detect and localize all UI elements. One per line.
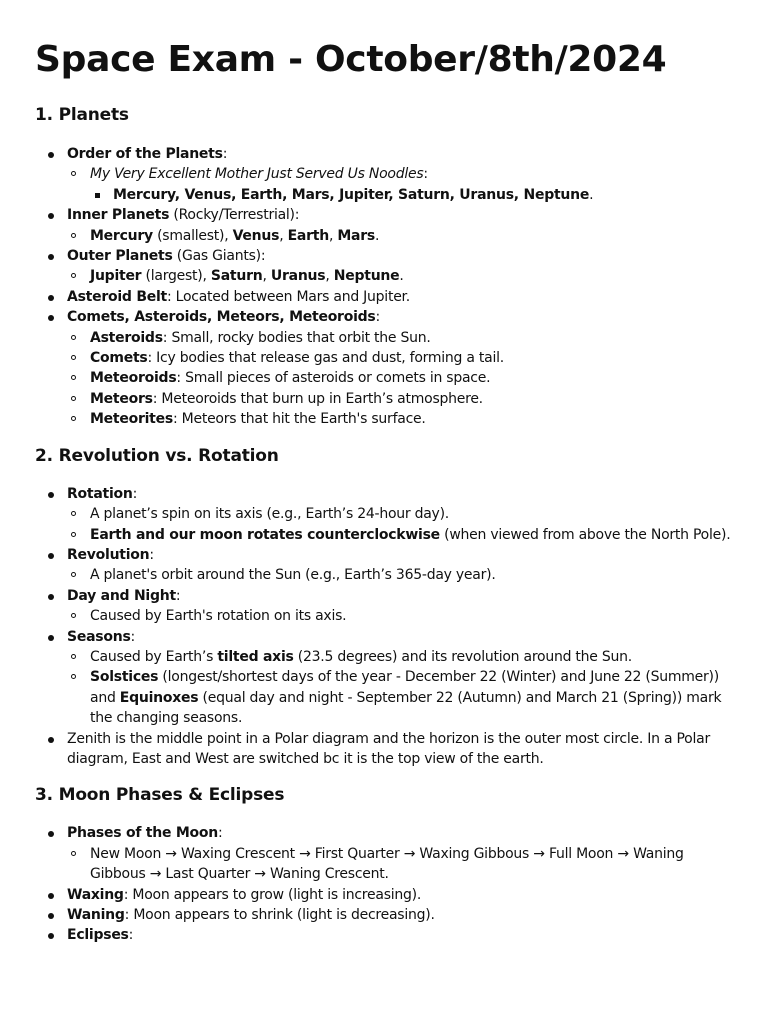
list-item-outer-planet-names: Jupiter (largest), Saturn, Uranus, Neptune. bbox=[67, 266, 740, 286]
list-item-seasons: Seasons: Caused by Earth’s tilted axis (23.5 degrees) and its revolution around the Sun. Solstices (longest/shortest days of the year - December 22 (Winter) and June 22 (Summer)) and Equinoxes (equal day and night - September 22 (Autumn) and March 21 (Spring)) mark the changing seasons. bbox=[35, 627, 740, 729]
list-item-meteorites: Meteorites: Meteors that hit the Earth's surface. bbox=[67, 409, 740, 429]
list-item-planet-order: Mercury, Venus, Earth, Mars, Jupiter, Saturn, Uranus, Neptune. bbox=[90, 185, 740, 205]
list-item-small-bodies: Comets, Asteroids, Meteors, Meteoroids: Asteroids: Small, rocky bodies that orbit the Sun. Comets: Icy bodies that release gas and dust, forming a tail. Meteoroids: Small pieces of asteroids or comets in space. Meteors: Meteoroids that burn up in Earth’s atmosphere. Meteorites: Meteors that hit the Earth's surface. bbox=[35, 307, 740, 429]
section-heading-moon-phases: 3. Moon Phases & Eclipses bbox=[35, 785, 285, 806]
list-item-seasons-cause: Caused by Earth’s tilted axis (23.5 degrees) and its revolution around the Sun. bbox=[67, 647, 740, 667]
list-item-revolution-definition: A planet's orbit around the Sun (e.g., Earth’s 365-day year). bbox=[67, 565, 740, 585]
list-item-phases-sequence: New Moon → Waxing Crescent → First Quarter → Waxing Gibbous → Full Moon → Waning Gibbous → Last Quarter → Waning Crescent. bbox=[67, 844, 740, 885]
moon-phases-list bbox=[35, 823, 740, 945]
list-item-day-night: Day and Night: Caused by Earth's rotation on its axis. bbox=[35, 586, 740, 627]
list-item-mnemonic: My Very Excellent Mother Just Served Us Noodles: Mercury, Venus, Earth, Mars, Jupiter, Saturn, Uranus, Neptune. bbox=[67, 164, 740, 205]
list-item-order: Order of the Planets: My Very Excellent Mother Just Served Us Noodles: Mercury, Venus, Earth, Mars, Jupiter, Saturn, Uranus, Neptune. bbox=[35, 144, 740, 205]
list-item-waxing: Waxing: Moon appears to grow (light is increasing). bbox=[35, 885, 740, 905]
document-page bbox=[35, 34, 740, 946]
list-item-comets: Comets: Icy bodies that release gas and dust, forming a tail. bbox=[67, 348, 740, 368]
list-item-solstices-equinoxes: Solstices (longest/shortest days of the year - December 22 (Winter) and June 22 (Summer)) and Equinoxes (equal day and night - September 22 (Autumn) and March 21 (Spring)) mark the changing seasons. bbox=[67, 667, 740, 728]
list-item-eclipses: Eclipses: bbox=[35, 925, 740, 945]
section-heading-planets: 1. Planets bbox=[35, 105, 129, 125]
list-item-revolution: Revolution: A planet's orbit around the Sun (e.g., Earth’s 365-day year). bbox=[35, 545, 740, 586]
list-item-asteroids: Asteroids: Small, rocky bodies that orbit the Sun. bbox=[67, 328, 740, 348]
page-title: Space Exam - October/8th/2024 bbox=[35, 39, 667, 80]
list-item-counterclockwise: Earth and our moon rotates counterclockwise (when viewed from above the North Pole). bbox=[67, 525, 740, 545]
list-item-meteors: Meteors: Meteoroids that burn up in Earth’s atmosphere. bbox=[67, 389, 740, 409]
list-item-day-night-definition: Caused by Earth's rotation on its axis. bbox=[67, 606, 740, 626]
list-item-outer-planets: Outer Planets (Gas Giants): Jupiter (largest), Saturn, Uranus, Neptune. bbox=[35, 246, 740, 287]
list-item-rotation-definition: A planet’s spin on its axis (e.g., Earth’s 24-hour day). bbox=[67, 504, 740, 524]
section-heading-revolution-rotation: 2. Revolution vs. Rotation bbox=[35, 445, 279, 466]
list-item-rotation: Rotation: A planet’s spin on its axis (e.g., Earth’s 24-hour day). Earth and our moon rotates counterclockwise (when viewed from above the North Pole). bbox=[35, 484, 740, 545]
list-item-inner-planets: Inner Planets (Rocky/Terrestrial): Mercury (smallest), Venus, Earth, Mars. bbox=[35, 205, 740, 246]
list-item-phases: Phases of the Moon: New Moon → Waxing Crescent → First Quarter → Waxing Gibbous → Full Moon → Waning Gibbous → Last Quarter → Waning Crescent. bbox=[35, 823, 740, 884]
list-item-zenith: Zenith is the middle point in a Polar diagram and the horizon is the outer most circle. In a Polar diagram, East and West are switched bc it is the top view of the earth. bbox=[35, 729, 740, 770]
list-item-asteroid-belt: Asteroid Belt: Located between Mars and Jupiter. bbox=[35, 287, 740, 307]
revolution-rotation-list bbox=[35, 484, 740, 770]
list-item-waning: Waning: Moon appears to shrink (light is decreasing). bbox=[35, 905, 740, 925]
list-item-inner-planet-names: Mercury (smallest), Venus, Earth, Mars. bbox=[67, 226, 740, 246]
planets-list bbox=[35, 144, 740, 430]
list-item-meteoroids: Meteoroids: Small pieces of asteroids or comets in space. bbox=[67, 368, 740, 388]
